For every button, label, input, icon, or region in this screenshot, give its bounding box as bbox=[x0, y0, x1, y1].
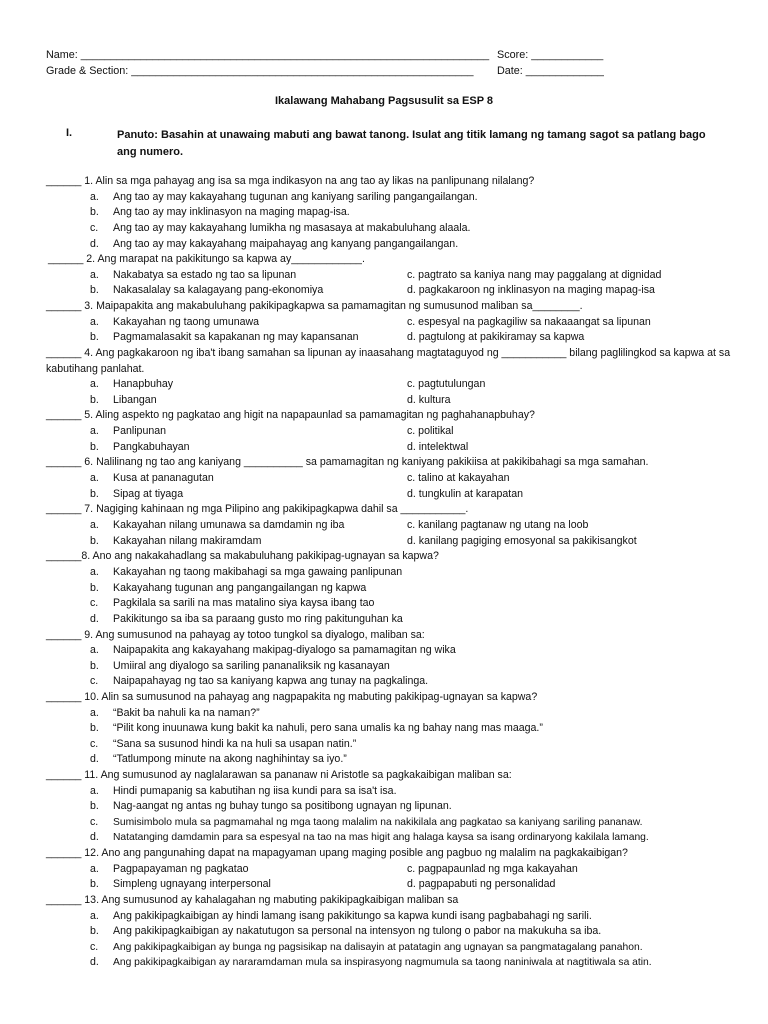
option-text: d. kultura bbox=[407, 394, 451, 406]
option-letter: a. bbox=[90, 191, 99, 203]
option-text: d. kanilang pagiging emosyonal sa pakikisangkot bbox=[407, 535, 637, 547]
option-text: c. politikal bbox=[407, 425, 454, 437]
option-text: “Pilit kong inuunawa kung bakit ka nahuli, pero sana umalis ka ng bahay nang mas maaga.” bbox=[113, 722, 543, 734]
option-text: Pangkabuhayan bbox=[113, 441, 190, 453]
option-text: c. espesyal na pagkagiliw sa nakaaangat sa lipunan bbox=[407, 316, 651, 328]
option-text: Kusa at pananagutan bbox=[113, 472, 214, 484]
option-letter: a. bbox=[90, 863, 99, 875]
option-text: c. pagtutulungan bbox=[407, 378, 486, 390]
option-text: Kakayahan ng taong makibahagi sa mga gawaing panlipunan bbox=[113, 566, 403, 578]
option-text: Naipapahayag ng tao sa kaniyang kapwa ang tunay na pagkalinga. bbox=[113, 675, 429, 687]
option-letter: b. bbox=[90, 331, 99, 343]
question-4: ______ 4. Ang pagkakaroon ng iba't ibang samahan sa lipunan ay inaasahang magtataguyod ng ___________ bilang paglilingkod sa kapwa at sa kabutihang panlahat. bbox=[46, 347, 731, 375]
option-letter: a. bbox=[90, 425, 99, 437]
option-text: Hanapbuhay bbox=[113, 378, 174, 390]
option-text: c. kanilang pagtanaw ng utang na loob bbox=[407, 519, 589, 531]
option-letter: a. bbox=[90, 519, 99, 531]
score-line[interactable]: Score: ____________ bbox=[497, 49, 604, 61]
option-text: Ang tao ay may kakayahang tugunan ang kaniyang sariling pangangailangan. bbox=[113, 191, 478, 203]
question-10: ______ 10. Alin sa sumusunod na pahayag ang nagpapakita ng mabuting pakikipag-ugnayan sa kapwa? bbox=[46, 691, 538, 703]
option-letter: a. bbox=[90, 472, 99, 484]
option-text: Kakayahan nilang makiramdam bbox=[113, 535, 262, 547]
option-text: d. intelektwal bbox=[407, 441, 469, 453]
option-text: Pagkilala sa sarili na mas matalino siya kaysa ibang tao bbox=[113, 597, 375, 609]
option-text: Sipag at tiyaga bbox=[113, 488, 184, 500]
name-line[interactable]: Name: ____________________________________________________________________ bbox=[46, 49, 490, 61]
option-letter: a. bbox=[90, 378, 99, 390]
option-letter: b. bbox=[90, 206, 99, 218]
option-text: “Sana sa susunod hindi ka na huli sa usapan natin.” bbox=[113, 738, 357, 750]
option-text: c. pagtrato sa kaniya nang may paggalang at dignidad bbox=[407, 269, 662, 281]
option-text: “Bakit ba nahuli ka na naman?” bbox=[113, 707, 260, 719]
option-text: Hindi pumapanig sa kabutihan ng iisa kundi para sa isa't isa. bbox=[113, 785, 397, 797]
option-letter: a. bbox=[90, 316, 99, 328]
option-letter: b. bbox=[90, 582, 99, 594]
section-number: I. bbox=[66, 127, 73, 139]
option-text: Umiiral ang diyalogo sa sariling pananaliksik ng kasanayan bbox=[113, 660, 390, 672]
grade-section-line[interactable]: Grade & Section: _________________________________________________________ bbox=[46, 65, 474, 77]
option-text: c. pagpapaunlad ng mga kakayahan bbox=[407, 863, 578, 875]
option-text: Ang pakikipagkaibigan ay nararamdaman mula sa inspirasyong nagmumula sa taong naniniwala at nagtitiwala sa atin. bbox=[113, 957, 652, 968]
option-text: Naipapakita ang kakayahang makipag-diyalogo sa pamamagitan ng wika bbox=[113, 644, 456, 656]
option-text: Panlipunan bbox=[113, 425, 167, 437]
option-text: Pagpapayaman ng pagkatao bbox=[113, 863, 249, 875]
option-letter: c. bbox=[90, 816, 99, 828]
option-text: Pakikitungo sa iba sa paraang gusto mo ring pakitunguhan ka bbox=[113, 613, 403, 625]
option-text: d. pagkakaroon ng inklinasyon na maging mapag-isa bbox=[407, 284, 655, 296]
question-1: ______ 1. Alin sa mga pahayag ang isa sa mga indikasyon na ang tao ay likas na panlipunang nilalang? bbox=[46, 175, 535, 187]
option-text: Kakayahan nilang umunawa sa damdamin ng iba bbox=[113, 519, 345, 531]
option-letter: b. bbox=[90, 925, 99, 937]
option-letter: d. bbox=[90, 613, 99, 625]
option-text: Ang pakikipagkaibigan ay nakatutugon sa personal na intensyon ng tulong o pabor na makukuha sa iba. bbox=[113, 925, 602, 937]
option-text: Nakabatya sa estado ng tao sa lipunan bbox=[113, 269, 297, 281]
date-line[interactable]: Date: _____________ bbox=[497, 65, 604, 77]
option-letter: b. bbox=[90, 878, 99, 890]
option-letter: d. bbox=[90, 831, 99, 843]
option-letter: c. bbox=[90, 675, 99, 687]
option-text: Nag-aangat ng antas ng buhay tungo sa positibong ugnayan ng lipunan. bbox=[113, 800, 452, 812]
question-3: ______ 3. Maipapakita ang makabuluhang pakikipagkapwa sa pamamagitan ng sumusunod maliban sa________. bbox=[46, 300, 583, 312]
option-letter: b. bbox=[90, 722, 99, 734]
option-letter: b. bbox=[90, 284, 99, 296]
option-letter: b. bbox=[90, 660, 99, 672]
option-letter: b. bbox=[90, 488, 99, 500]
directions: Panuto: Basahin at unawaing mabuti ang bawat tanong. Isulat ang titik lamang ng tamang sagot sa patlang bago ang numero. bbox=[117, 129, 706, 158]
question-2: ______ 2. Ang marapat na pakikitungo sa kapwa ay____________. bbox=[48, 253, 365, 265]
option-letter: a. bbox=[90, 910, 99, 922]
exam-title: Ikalawang Mahabang Pagsusulit sa ESP 8 bbox=[274, 95, 494, 107]
option-text: Ang pakikipagkaibigan ay hindi lamang isang pakikitungo sa kapwa kundi isang pagbabahagi ng sarili. bbox=[113, 910, 592, 922]
option-text: Nakasalalay sa kalagayang pang-ekonomiya bbox=[113, 284, 324, 296]
option-text: Libangan bbox=[113, 394, 157, 406]
question-12: ______ 12. Ano ang pangunahing dapat na mapagyaman upang maging posible ang pagbuo ng malalim na pagkakaibigan? bbox=[46, 847, 628, 859]
question-7: ______ 7. Nagiging kahinaan ng mga Pilipino ang pakikipagkapwa dahil sa ___________. bbox=[46, 503, 469, 515]
option-text: Kakayahang tugunan ang pangangailangan ng kapwa bbox=[113, 582, 367, 594]
option-text: c. talino at kakayahan bbox=[407, 472, 510, 484]
option-letter: b. bbox=[90, 441, 99, 453]
option-letter: b. bbox=[90, 535, 99, 547]
option-text: d. pagtulong at pakikiramay sa kapwa bbox=[407, 331, 585, 343]
option-text: d. pagpapabuti ng personalidad bbox=[407, 878, 556, 890]
option-letter: a. bbox=[90, 644, 99, 656]
option-letter: b. bbox=[90, 394, 99, 406]
option-letter: a. bbox=[90, 707, 99, 719]
option-letter: d. bbox=[90, 753, 99, 765]
option-letter: c. bbox=[90, 597, 99, 609]
option-text: Ang tao ay may kakayahang maipahayag ang kanyang pangangailangan. bbox=[113, 238, 459, 250]
option-text: Ang tao ay may inklinasyon na maging mapag-isa. bbox=[113, 206, 350, 218]
option-text: Ang tao ay may kakayahang lumikha ng masasaya at makabuluhang alaala. bbox=[113, 222, 471, 234]
option-text: Pagmamalasakit sa kapakanan ng may kapansanan bbox=[113, 331, 359, 343]
option-text: “Tatlumpong minute na akong naghihintay sa iyo.” bbox=[113, 753, 347, 765]
option-text: Simpleng ugnayang interpersonal bbox=[113, 878, 271, 890]
option-letter: c. bbox=[90, 738, 99, 750]
option-text: Natatanging damdamin para sa espesyal na tao na mas higit ang halaga kaysa sa isang ordinaryong kakilala lamang. bbox=[113, 832, 649, 843]
question-8: ______8. Ano ang nakakahadlang sa makabuluhang pakikipag-ugnayan sa kapwa? bbox=[46, 550, 439, 562]
option-letter: a. bbox=[90, 785, 99, 797]
question-9: ______ 9. Ang sumusunod na pahayag ay totoo tungkol sa diyalogo, maliban sa: bbox=[46, 629, 425, 641]
option-text: Ang pakikipagkaibigan ay bunga ng pagsisikap na dalisayin at patatagin ang ugnayan sa pangmatagalang panahon. bbox=[113, 942, 643, 953]
option-letter: d. bbox=[90, 238, 99, 250]
question-11: ______ 11. Ang sumusunod ay naglalarawan sa pananaw ni Aristotle sa pagkakaibigan maliban sa: bbox=[46, 769, 512, 781]
option-letter: c. bbox=[90, 222, 99, 234]
question-6: ______ 6. Nalilinang ng tao ang kaniyang __________ sa pamamagitan ng kaniyang pakikiisa at pakikibahagi sa mga samahan. bbox=[46, 456, 649, 468]
option-letter: c. bbox=[90, 941, 99, 953]
option-letter: d. bbox=[90, 956, 99, 968]
option-letter: a. bbox=[90, 566, 99, 578]
option-text: Kakayahan ng taong umunawa bbox=[113, 316, 260, 328]
option-letter: b. bbox=[90, 800, 99, 812]
option-text: d. tungkulin at karapatan bbox=[407, 488, 524, 500]
option-letter: a. bbox=[90, 269, 99, 281]
question-5: ______ 5. Aling aspekto ng pagkatao ang higit na napapaunlad sa pamamagitan ng paghahanapbuhay? bbox=[46, 409, 535, 421]
question-13: ______ 13. Ang sumusunod ay kahalagahan ng mabuting pakikipagkaibigan maliban sa bbox=[46, 894, 459, 906]
option-text: Sumisimbolo mula sa pagmamahal ng mga taong malalim na nakikilala ang pagkatao sa kaniyang sariling pananaw. bbox=[113, 817, 643, 828]
